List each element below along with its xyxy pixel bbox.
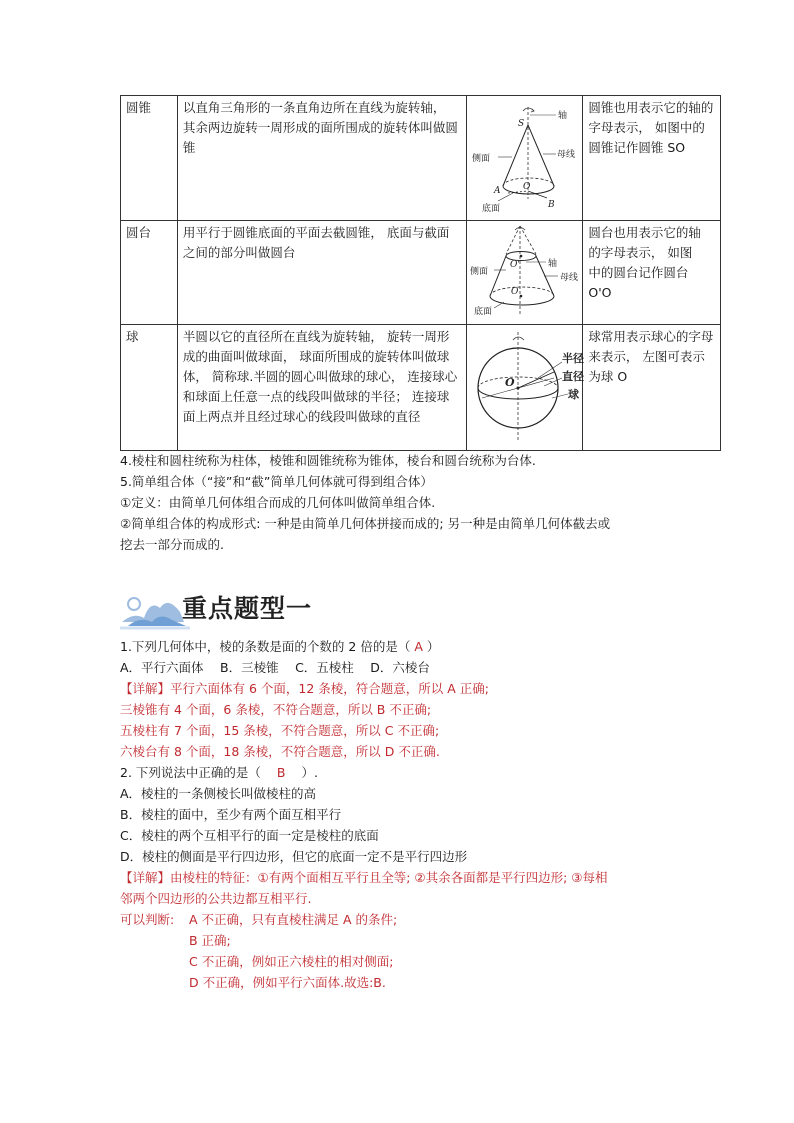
row-definition: 以直角三角形的一条直角边所在直线为旋转轴， 其余两边旋转一周形成的面所围成的旋转体叫做圆锥 [177,96,466,221]
cone-figure [468,99,580,217]
q2-judge-line: A 不正确，只有直棱柱满足 A 的条件; [189,912,398,927]
table-row [121,325,721,451]
note-line: O'O [588,285,612,300]
q2-judge-line: D 不正确，例如平行六面体.故选:B. [189,975,386,990]
label-radius: 半径 [562,352,585,365]
label-generatrix: 母线 [560,273,579,283]
q2-judge-line: B 正确; [189,933,231,948]
note-4: 4.棱柱和圆柱统称为柱体，棱锥和圆锥统称为锥体，棱台和圆台统称为台体. [120,453,536,468]
q2-answer: B [276,765,286,780]
label-diameter: 直径 [562,370,585,383]
note-line: 圆台也用表示它的轴 [588,225,701,240]
q2-option: B．棱柱的面中，至少有两个面互相平行 [120,807,342,822]
q1-explain-line: 三棱锥有 4 个面，6 条棱，不符合题意，所以 B 不正确; [120,702,432,717]
frustum-figure-cell [466,221,583,325]
note-line: 的字母表示， 如图 [588,245,693,260]
section-heading [120,582,380,632]
note-5: 5.简单组合体（“接”和“截”简单几何体就可得到组合体） [120,474,433,489]
q2-stem-pre: 2. 下列说法中正确的是（ [120,765,261,780]
section-title: 重点题型一 [182,594,313,623]
q2-option: A．棱柱的一条侧棱长叫做棱柱的高 [120,786,317,801]
label-axis: 轴 [548,259,558,269]
label-o-top: O' [510,260,521,270]
q1-explain-line: 五棱柱有 7 个面，15 条棱，不符合题意，所以 C 不正确; [120,723,440,738]
q1-stem-post: ） [426,639,440,654]
row-note: 球常用表示球心的字母来表示， 左图可表示为球 O [583,325,721,451]
row-note [583,221,721,325]
q2-option: D．棱柱的侧面是平行四边形，但它的底面一定不是平行四边形 [120,849,468,864]
q1-stem [120,637,439,657]
sphere-figure [468,328,585,447]
row-name: 圆锥 [121,96,178,221]
label-o: O [511,287,519,297]
q2-judge-label: 可以判断: [120,912,175,927]
table-row [121,96,721,221]
q2-explain: 【详解】由棱柱的特征：①有两个面相互平行且全等; ②其余各面都是平行四边形; ③每相 [120,870,608,885]
label-sphere: 球 [568,388,580,401]
label-apex: S [518,119,525,129]
note-5-definition: ①定义：由简单几何体组合而成的几何体叫做简单组合体. [120,495,436,510]
definitions-table [120,95,721,451]
label-base: 底面 [474,307,493,317]
sphere-figure-cell [466,325,583,451]
note-line: 中的圆台记作圆台 [588,265,689,280]
label-base: 底面 [482,204,501,214]
label-a: A [494,186,501,196]
q2-stem-post: ）. [301,765,318,780]
row-definition: 用平行于圆锥底面的平面去截圆锥， 底面与截面之间的部分叫做圆台 [177,221,466,325]
row-note: 圆锥也用表示它的轴的字母表示， 如图中的圆锥记作圆锥 SO [583,96,721,221]
label-o: O [523,182,531,192]
label-generatrix: 母线 [557,150,576,160]
q1-stem-pre: 1.下列几何体中，棱的条数是面的个数的 2 倍的是（ [120,639,411,654]
frustum-figure [468,224,580,321]
q2-judge-line: C 不正确，例如正六棱柱的相对侧面; [189,954,394,969]
q1-options: A．平行六面体 B．三棱锥 C．五棱柱 D．六棱台 [120,660,430,675]
note-5-forms: ②简单组合体的构成形式: 一种是由简单几何体拼接而成的; 另一种是由简单几何体截去或 [120,516,611,531]
label-side: 侧面 [470,267,489,277]
cloud-mountain-icon [120,582,190,632]
q1-explain-line: 六棱台有 8 个面，18 条棱，不符合题意，所以 D 不正确. [120,744,440,759]
row-name: 圆台 [121,221,178,325]
q1-answer: A [414,639,423,654]
label-axis: 轴 [558,111,568,121]
q1-explain-line: 【详解】平行六面体有 6 个面，12 条棱，符合题意，所以 A 正确; [120,681,489,696]
note-5-forms-cont: 挖去一部分而成的. [120,537,224,552]
label-o: O [505,376,516,389]
row-name: 球 [121,325,178,451]
table-row [121,221,721,325]
cone-figure-cell [466,96,583,221]
q2-option: C．棱柱的两个互相平行的面一定是棱柱的底面 [120,828,379,843]
label-side: 侧面 [472,154,491,164]
q2-explain-cont: 邻两个四边形的公共边都互相平行. [120,891,312,906]
label-b: B [548,200,556,210]
row-definition: 半圆以它的直径所在直线为旋转轴， 旋转一周形成的曲面叫做球面， 球面所围成的旋转体叫做球体， 简称球.半圆的圆心叫做球的球心， 连接球心和球面上任意一点的线段叫做球的半径； 连接球面上两点并且经过球心的线段叫做球的直径 [177,325,466,451]
q2-stem [120,763,318,783]
